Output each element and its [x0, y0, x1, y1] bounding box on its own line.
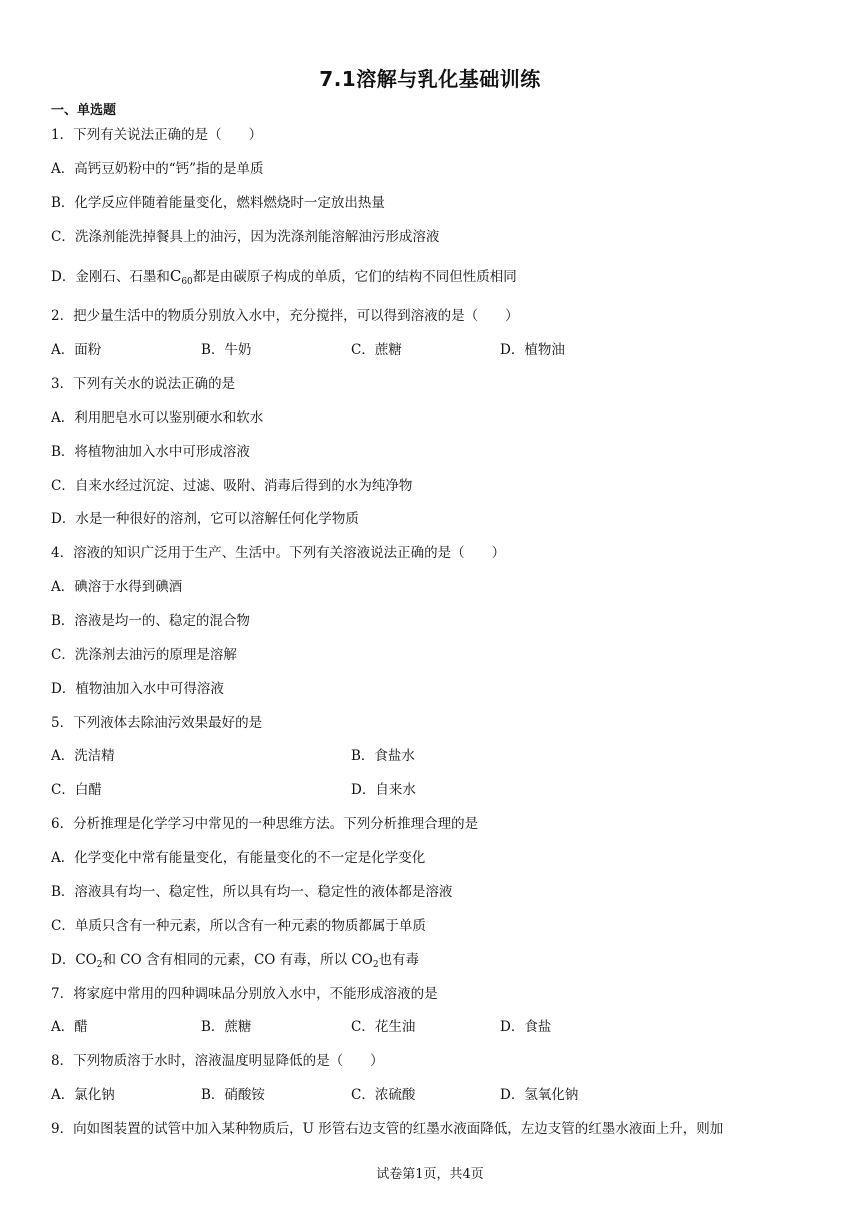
question-7-option-a: A．醋	[51, 1019, 88, 1035]
question-4-option-b: B．溶液是均一的、稳定的混合物	[51, 613, 250, 629]
carbon-symbol: C	[169, 267, 182, 285]
question-1-option-c: C．洗涤剂能洗掉餐具上的油污，因为洗涤剂能溶解油污形成溶液	[51, 229, 440, 245]
question-8-option-c: C．浓硫酸	[351, 1087, 416, 1103]
question-1-option-d	[51, 267, 517, 291]
question-5-option-b: B．食盐水	[351, 748, 415, 764]
question-1-option-b: B．化学反应伴随着能量变化，燃料燃烧时一定放出热量	[51, 195, 385, 211]
question-6-option-d-part2: 和 CO 含有相同的元素，CO 有毒，所以 CO	[102, 952, 373, 968]
question-5-option-d: D．自来水	[351, 782, 416, 798]
question-1-option-d-suffix: 都是由碳原子构成的单质，它们的结构不同但性质相同	[192, 269, 517, 285]
question-6-option-b: B．溶液具有均一、稳定性，所以具有均一、稳定性的液体都是溶液	[51, 884, 453, 900]
question-7-option-b: B．蔗糖	[201, 1019, 252, 1035]
question-5-stem: 5．下列液体去除油污效果最好的是	[51, 715, 263, 731]
question-3-stem: 3．下列有关水的说法正确的是	[51, 376, 236, 392]
co2-subscript-1: 2	[96, 960, 103, 970]
question-8-option-d: D．氢氧化钠	[500, 1087, 579, 1103]
question-2-option-a: A．面粉	[51, 342, 102, 358]
carbon-subscript: 60	[181, 277, 193, 287]
question-7-option-d: D．食盐	[500, 1019, 552, 1035]
co2-subscript-2: 2	[372, 960, 379, 970]
question-8-stem: 8．下列物质溶于水时，溶液温度明显降低的是（ ）	[51, 1053, 384, 1069]
question-1-option-a: A．高钙豆奶粉中的“钙”指的是单质	[51, 161, 264, 177]
question-7-option-c: C．花生油	[351, 1019, 416, 1035]
question-8-option-a: A．氯化钠	[51, 1087, 115, 1103]
question-3-option-b: B．将植物油加入水中可形成溶液	[51, 444, 250, 460]
question-1-option-d-prefix: D．金刚石、石墨和	[51, 269, 170, 285]
question-4-option-c: C．洗涤剂去油污的原理是溶解	[51, 647, 237, 663]
question-4-option-d: D．植物油加入水中可得溶液	[51, 681, 224, 697]
question-8-option-b: B．硝酸铵	[201, 1087, 265, 1103]
question-2-option-b: B．牛奶	[201, 342, 252, 358]
question-2-option-c: C．蔗糖	[351, 342, 402, 358]
question-2-option-d: D．植物油	[500, 342, 565, 358]
question-6-option-d-part3: 也有毒	[378, 952, 420, 968]
question-2-stem: 2．把少量生活中的物质分别放入水中，充分搅拌，可以得到溶液的是（ ）	[51, 308, 519, 324]
question-1-stem: 1．下列有关说法正确的是（ ）	[51, 127, 263, 143]
question-6-option-a: A．化学变化中常有能量变化，有能量变化的不一定是化学变化	[51, 850, 426, 866]
question-6-option-d-part1: D．CO	[51, 952, 97, 968]
question-4-option-a: A．碘溶于水得到碘酒	[51, 579, 183, 595]
question-3-option-d: D．水是一种很好的溶剂，它可以溶解任何化学物质	[51, 511, 359, 527]
page-footer: 试卷第1页，共4页	[376, 1167, 484, 1182]
question-6-option-c: C．单质只含有一种元素，所以含有一种元素的物质都属于单质	[51, 918, 426, 934]
page-title: 7.1溶解与乳化基础训练	[319, 67, 541, 91]
question-6-option-d	[51, 951, 419, 974]
question-6-stem: 6．分析推理是化学学习中常见的一种思维方法。下列分析推理合理的是	[51, 816, 479, 832]
question-9-stem: 9．向如图装置的试管中加入某种物质后，U 形管右边支管的红墨水液面降低，左边支管的红墨水液面上升，则加	[51, 1121, 724, 1137]
question-7-stem: 7．将家庭中常用的四种调味品分别放入水中，不能形成溶液的是	[51, 986, 438, 1002]
question-4-stem: 4．溶液的知识广泛用于生产、生活中。下列有关溶液说法正确的是（ ）	[51, 545, 506, 561]
question-3-option-c: C．自来水经过沉淀、过滤、吸附、消毒后得到的水为纯净物	[51, 478, 413, 494]
question-5-option-a: A．洗洁精	[51, 748, 115, 764]
question-5-option-c: C．白醋	[51, 782, 102, 798]
section-heading: 一、单选题	[51, 103, 117, 118]
question-3-option-a: A．利用肥皂水可以鉴别硬水和软水	[51, 410, 264, 426]
